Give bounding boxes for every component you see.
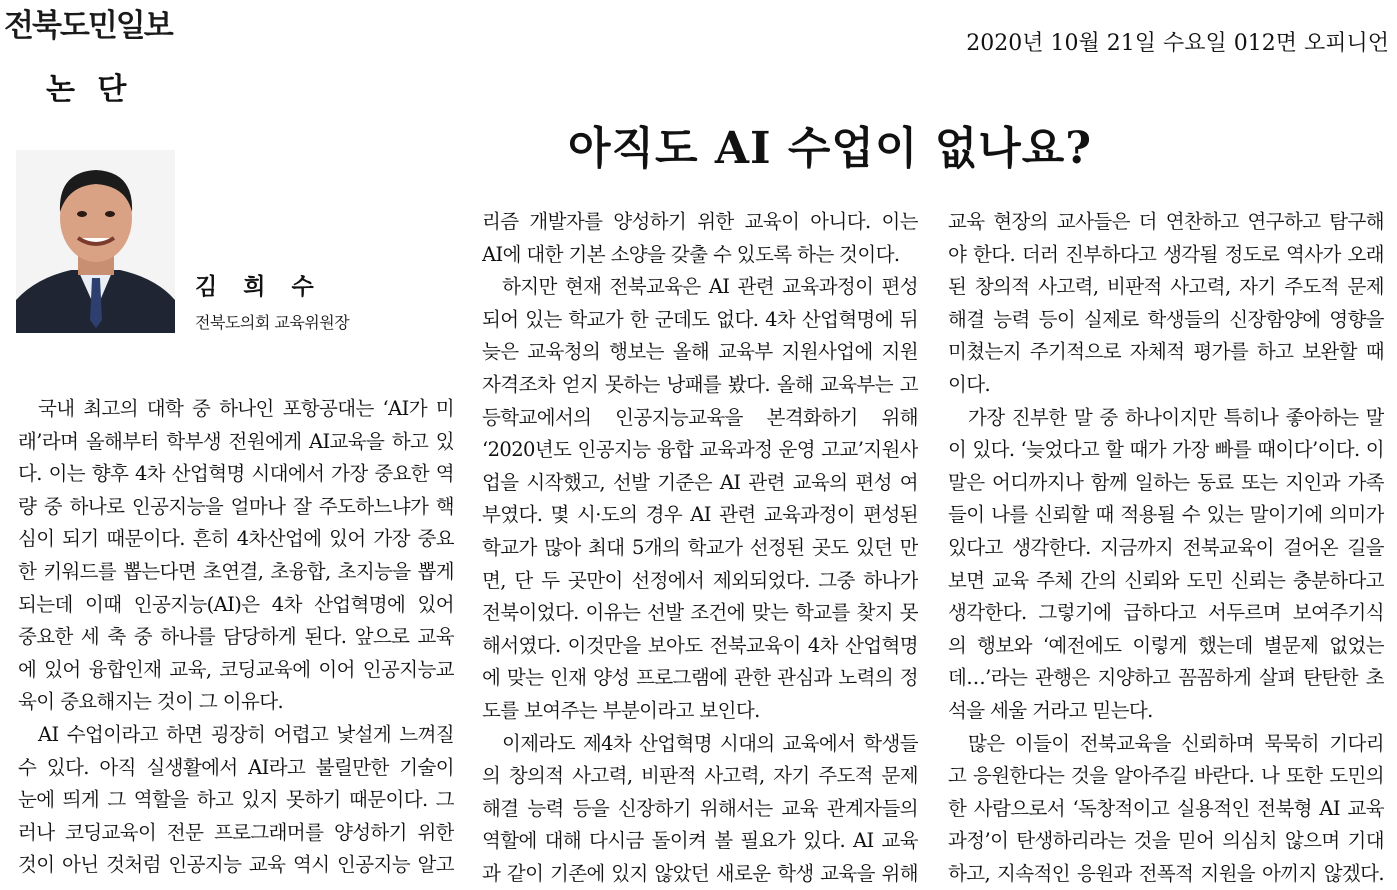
article-column-3	[948, 206, 1384, 890]
article-line: 의 창의적 사고력, 비판적 사고력, 자기 주도적 문제	[482, 764, 918, 788]
headline: 아직도 AI 수업이 없나요?	[568, 123, 1092, 174]
article-line: 국내 최고의 대학 중 하나인 포항공대는 ‘AI가 미	[38, 397, 454, 420]
article-line: 말은 어디까지나 함께 일하는 동료 또는 지인과 가족	[948, 470, 1384, 494]
article-line: 들이 나를 신뢰할 때 적용될 수 있는 말이기에 의미가	[948, 503, 1384, 527]
article-line: 자격조차 얻지 못하는 낭패를 봤다. 올해 교육부는 고	[482, 372, 918, 396]
article-line: 수 있다. 아직 실생활에서 AI라고 불릴만한 기술이	[18, 755, 454, 779]
article-line: 고 응원한다는 것을 알아주길 바란다. 나 또한 도민의	[948, 764, 1384, 788]
article-line: AI 수업이라고 하면 굉장히 어렵고 낯설게 느껴질	[38, 722, 454, 746]
article-line: 늦은 교육청의 행보는 올해 교육부 지원사업에 지원	[482, 340, 918, 364]
article-line: 된 창의적 사고력, 비판적 사고력, 자기 주도적 문제	[948, 275, 1384, 299]
article-column-1	[18, 393, 454, 882]
article-line: 등학교에서의 인공지능교육을 본격화하기 위해	[482, 405, 918, 429]
article-line: 리즘 개발자를 양성하기 위한 교육이 아니다. 이는	[482, 210, 918, 233]
article-line: 눈에 띄게 그 역할을 하고 있지 못하기 때문이다. 그	[18, 788, 454, 812]
article-line: 과 같이 기존에 있지 않았던 새로운 학생 교육을 위해	[482, 861, 918, 885]
article-line: 보면 교육 주체 간의 신뢰와 도민 신뢰는 충분하다고	[948, 568, 1384, 592]
article-line: 많은 이들이 전북교육을 신뢰하며 묵묵히 기다리	[968, 731, 1384, 755]
article-line: 러나 코딩교육이 전문 프로그래머를 양성하기 위한	[18, 820, 454, 844]
article-line: 다. 이는 향후 4차 산업혁명 시대에서 가장 중요한 역	[18, 462, 454, 486]
author-name: 김 희 수	[195, 274, 323, 300]
article-line: 해결 능력 등을 신장하기 위해서는 교육 관계자들의	[482, 796, 918, 820]
article-line: 이 있다. ‘늦었다고 할 때가 가장 빠를 때이다’이다. 이	[948, 438, 1384, 462]
article-line: 되어 있는 학교가 한 군데도 없다. 4차 산업혁명에 뒤	[482, 307, 918, 331]
article-line: 되는데 이때 인공지능(AI)은 4차 산업혁명에 있어	[18, 592, 454, 616]
article-line: 석을 세울 거라고 믿는다.	[948, 698, 1153, 722]
article-line: 도를 보여주는 부분이라고 보인다.	[482, 698, 760, 722]
article-line: 하고, 지속적인 응원과 전폭적 지원을 아끼지 않겠다.	[948, 861, 1384, 885]
article-line: 이제라도 제4차 산업혁명 시대의 교육에서 학생들	[502, 731, 918, 755]
dateline: 2020년 10월 21일 수요일 012면 오피니언	[966, 31, 1389, 56]
article-line: 부였다. 몇 시·도의 경우 AI 관련 교육과정이 편성된	[482, 503, 918, 527]
article-line: 에 있어 융합인재 교육, 코딩교육에 이어 인공지능교	[18, 657, 454, 681]
article-line: 중요한 세 축 중 하나를 담당하게 된다. 앞으로 교육	[18, 625, 454, 649]
article-line: 이다.	[948, 372, 991, 396]
article-line: 해결 능력 등이 실제로 학생들의 신장함양에 영향을	[948, 307, 1384, 331]
author-photo	[16, 150, 175, 333]
article-line: 데…’라는 관행은 지양하고 꼼꼼하게 살펴 탄탄한 초	[948, 666, 1384, 690]
article-line: 과정’이 탄생하리라는 것을 믿어 의심치 않으며 기대	[948, 829, 1384, 853]
article-line: 업을 시작했고, 선발 기준은 AI 관련 교육의 편성 여	[482, 470, 918, 494]
article-line: ‘2020년도 인공지능 융합 교육과정 운영 고교’지원사	[482, 438, 918, 462]
article-line: 래’라며 올해부터 학부생 전원에게 AI교육을 하고 있	[18, 429, 454, 453]
article-line: 역할에 대해 다시금 돌이켜 볼 필요가 있다. AI 교육	[482, 829, 918, 853]
article-line: 심이 되기 때문이다. 흔히 4차산업에 있어 가장 중요	[18, 527, 454, 551]
article-line: 해서였다. 이것만을 보아도 전북교육이 4차 산업혁명	[482, 633, 918, 657]
article-line: 한 사람으로서 ‘독창적이고 실용적인 전북형 AI 교육	[948, 796, 1384, 820]
article-line: 육이 중요해지는 것이 그 이유다.	[18, 690, 284, 714]
section-label: 논 단	[46, 72, 133, 107]
article-line: 것이 아닌 것처럼 인공지능 교육 역시 인공지능 알고	[18, 853, 454, 877]
newspaper-logo: 전북도민일보	[4, 8, 172, 44]
article-line: AI에 대한 기본 소양을 갖출 수 있도록 하는 것이다.	[482, 242, 900, 266]
article-line: 교육 현장의 교사들은 더 연찬하고 연구하고 탐구해	[948, 210, 1384, 233]
article-line: 야 한다. 더러 진부하다고 생각될 정도로 역사가 오래	[948, 242, 1384, 266]
article-column-2	[482, 206, 918, 890]
article-line: 의 행보와 ‘예전에도 이렇게 했는데 별문제 없었는	[948, 633, 1384, 657]
article-line: 전북이었다. 이유는 선발 조건에 맞는 학교를 찾지 못	[482, 601, 918, 625]
article-line: 있다고 생각한다. 지금까지 전북교육이 걸어온 길을	[948, 535, 1384, 559]
article-line: 면, 단 두 곳만이 선정에서 제외되었다. 그중 하나가	[482, 568, 918, 592]
author-role: 전북도의회 교육위원장	[195, 313, 350, 332]
article-line: 에 맞는 인재 양성 프로그램에 관한 관심과 노력의 정	[482, 666, 918, 690]
article-line: 한 키워드를 뽑는다면 초연결, 초융합, 초지능을 뽑게	[18, 559, 454, 583]
article-line: 학교가 많아 최대 5개의 학교가 선정된 곳도 있던 만	[482, 535, 918, 559]
article-line: 가장 진부한 말 중 하나이지만 특히나 좋아하는 말	[968, 405, 1384, 429]
article-line: 하지만 현재 전북교육은 AI 관련 교육과정이 편성	[502, 275, 918, 299]
article-line: 생각한다. 그렇기에 급하다고 서두르며 보여주기식	[948, 601, 1384, 625]
article-line: 량 중 하나로 인공지능을 얼마나 잘 주도하느냐가 핵	[18, 494, 454, 518]
article-line: 미쳤는지 주기적으로 자체적 평가를 하고 보완할 때	[948, 340, 1384, 364]
